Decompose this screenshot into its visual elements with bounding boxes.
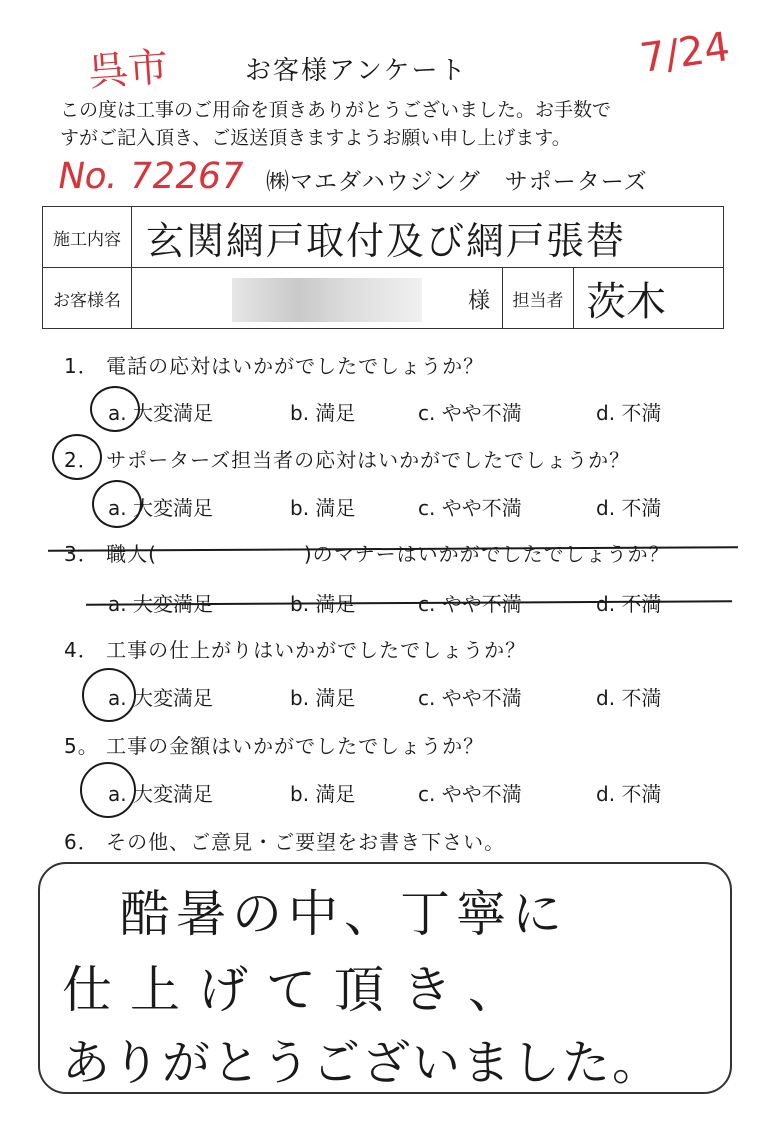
question-5: 5。 工事の金額はいかがでしたでしょうか？ xyxy=(64,734,485,758)
staff-label: 担当者 xyxy=(503,268,574,329)
q2-answer-circle xyxy=(92,480,142,528)
q1-option-b[interactable]: b. 満足 xyxy=(290,401,356,425)
question-4: 4． 工事の仕上がりはいかがでしたでしょうか？ xyxy=(64,638,527,662)
work-value: 玄関網戸取付及び網戸張替 xyxy=(146,218,627,263)
q4-option-a[interactable]: a. 大変満足 xyxy=(108,686,213,710)
q4-option-b[interactable]: b. 満足 xyxy=(290,686,356,710)
q5-option-d[interactable]: d. 不満 xyxy=(596,782,662,806)
intro-text xyxy=(60,96,740,152)
q4-option-d[interactable]: d. 不満 xyxy=(596,686,662,710)
q5-option-b[interactable]: b. 満足 xyxy=(290,782,356,806)
q5-option-c[interactable]: c. やや不満 xyxy=(418,782,522,806)
company-name: ㈱マエダハウジング サポーターズ xyxy=(266,169,648,195)
customer-name-cell xyxy=(132,268,503,329)
q4-answer-circle xyxy=(82,668,136,722)
question-3: 3． 職人( )のマナーはいかがでしたでしょうか？ xyxy=(64,542,670,566)
q3-option-a[interactable]: a. 大変満足 xyxy=(108,592,213,616)
q3-option-c[interactable]: c. やや不満 xyxy=(418,592,522,616)
q5-option-a[interactable]: a. 大変満足 xyxy=(108,782,213,806)
q5-answer-circle xyxy=(80,762,136,818)
q3-option-d[interactable]: d. 不満 xyxy=(596,592,662,616)
question-2: 2． サポーターズ担当者の応対はいかがでしたでしょうか？ xyxy=(64,448,631,472)
staff-value-cell xyxy=(574,268,724,329)
location-handwritten: 呉市 xyxy=(86,44,170,96)
customer-label: お客様名 xyxy=(43,268,132,329)
intro-line-1: この度は工事のご用命を頂きありがとうございました。お手数で xyxy=(60,99,612,121)
work-label: 施工内容 xyxy=(43,207,132,268)
q2-option-b[interactable]: b. 満足 xyxy=(290,496,356,520)
q2-option-c[interactable]: c. やや不満 xyxy=(418,496,522,520)
question-6: 6． その他、ご意見・ご要望をお書き下さい。 xyxy=(64,830,506,854)
q1-answer-circle xyxy=(90,386,140,432)
intro-line-2: すがご記入頂き、ご返送頂きますようお願い申し上げます。 xyxy=(60,127,571,149)
comment-line-2: 仕上げて頂き、 xyxy=(62,961,536,1019)
q3-option-b[interactable]: b. 満足 xyxy=(290,592,356,616)
q2-option-a[interactable]: a. 大変満足 xyxy=(108,496,213,520)
customer-suffix: 様 xyxy=(467,289,490,314)
comment-line-3: ありがとうございました。 xyxy=(62,1035,663,1091)
comment-line-1: 酷暑の中、丁寧に xyxy=(120,885,568,943)
info-table xyxy=(42,206,724,329)
q1-option-a[interactable]: a. 大変満足 xyxy=(108,401,213,425)
date-handwritten: 7/24 xyxy=(637,23,733,83)
q1-option-d[interactable]: d. 不満 xyxy=(596,401,662,425)
blurred-customer-name xyxy=(232,278,422,322)
staff-value: 茨木 xyxy=(586,278,666,325)
q2-option-d[interactable]: d. 不満 xyxy=(596,496,662,520)
survey-number: No. 72267 xyxy=(54,156,248,197)
q4-option-c[interactable]: c. やや不満 xyxy=(418,686,522,710)
work-value-cell xyxy=(132,207,724,268)
page-title: お客様アンケート xyxy=(245,56,468,86)
q1-option-c[interactable]: c. やや不満 xyxy=(418,401,522,425)
question-1: 1． 電話の応対はいかがでしたでしょうか？ xyxy=(64,354,485,378)
